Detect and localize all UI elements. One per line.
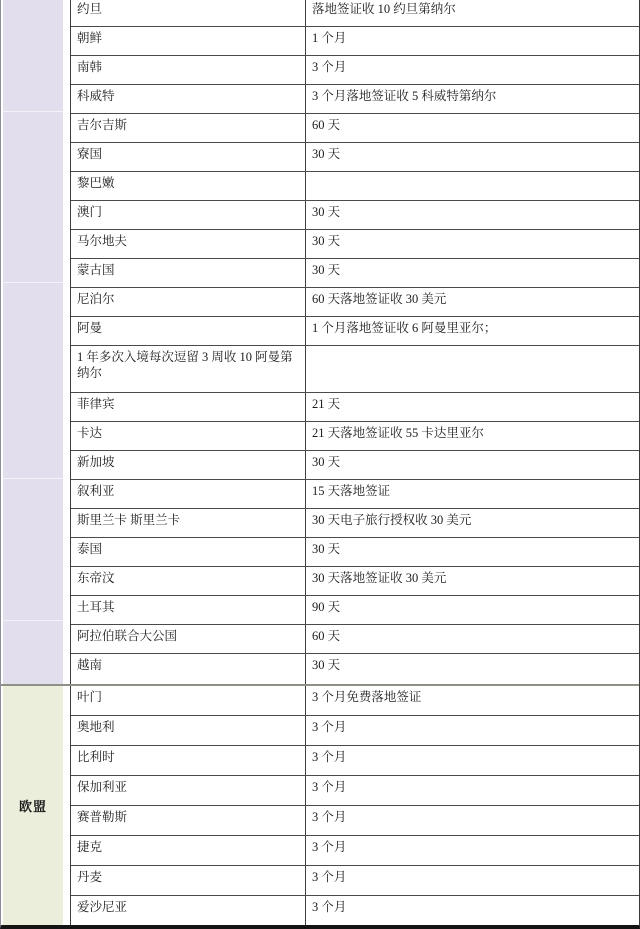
- info-cell: 60 天: [312, 118, 341, 132]
- country-cell: 南韩: [71, 56, 306, 84]
- info-cell: 30 天电子旅行授权收 30 美元: [312, 513, 472, 527]
- group-column: [1, 686, 71, 925]
- country-cell: 马尔地夫: [71, 230, 306, 258]
- country-cell: 吉尔吉斯: [71, 114, 306, 142]
- table-row: [71, 686, 639, 716]
- table-row: [71, 746, 639, 776]
- table-row: [71, 422, 639, 451]
- table-row: [71, 716, 639, 746]
- rows-container: [71, 686, 639, 925]
- table-row: [71, 538, 639, 567]
- table-row: [71, 480, 639, 509]
- info-cell: [306, 172, 639, 200]
- country-cell: 叶门: [71, 686, 306, 715]
- table-row: [71, 172, 639, 201]
- table-row: [71, 346, 639, 393]
- country-cell: 丹麦: [71, 866, 306, 895]
- table-row: [71, 259, 639, 288]
- table-row: [71, 596, 639, 625]
- country-cell: 斯里兰卡 斯里兰卡: [71, 509, 306, 537]
- info-cell: 21 天落地签证收 55 卡达里亚尔: [312, 426, 484, 440]
- country-cell: 约旦: [71, 0, 306, 26]
- info-cell: 1 个月落地签证收 6 阿曼里亚尔；: [312, 321, 497, 335]
- info-cell: 3 个月: [312, 720, 347, 734]
- info-cell: 3 个月: [312, 870, 347, 884]
- info-cell: 3 个月: [312, 900, 347, 914]
- info-cell: 30 天: [312, 147, 341, 161]
- country-cell: 尼泊尔: [71, 288, 306, 316]
- table-row: [71, 114, 639, 143]
- table-row: [71, 776, 639, 806]
- table-row: [71, 27, 639, 56]
- info-cell: 60 天: [312, 629, 341, 643]
- info-cell: 3 个月: [312, 750, 347, 764]
- country-cell: 黎巴嫩: [71, 172, 306, 200]
- table-row: [71, 451, 639, 480]
- country-cell: 保加利亚: [71, 776, 306, 805]
- table-row: [71, 0, 639, 27]
- table-row: [71, 230, 639, 259]
- table-row: [71, 85, 639, 114]
- table-row: [71, 317, 639, 346]
- country-cell: 比利时: [71, 746, 306, 775]
- country-cell: 捷克: [71, 836, 306, 865]
- country-cell: 奥地利: [71, 716, 306, 745]
- table-row: [71, 836, 639, 866]
- info-cell: 3 个月免费落地签证: [312, 690, 422, 704]
- group-label: 欧盟: [18, 799, 47, 814]
- country-cell: 朝鲜: [71, 27, 306, 55]
- country-cell: 泰国: [71, 538, 306, 566]
- info-cell: [306, 346, 639, 392]
- table-row: [71, 393, 639, 422]
- country-cell: 科威特: [71, 85, 306, 113]
- table-row: [71, 143, 639, 172]
- info-cell: 30 天落地签证收 30 美元: [312, 571, 447, 585]
- country-cell: 爱沙尼亚: [71, 896, 306, 925]
- info-cell: 30 天: [312, 455, 341, 469]
- country-cell: 蒙古国: [71, 259, 306, 287]
- table-row: [71, 625, 639, 654]
- table-row: [71, 56, 639, 85]
- group-fill: [3, 686, 63, 925]
- country-cell: 阿拉伯联合大公国: [71, 625, 306, 653]
- country-cell: 菲律宾: [71, 393, 306, 421]
- info-cell: 落地签证收 10 约旦第纳尔: [312, 2, 456, 16]
- country-cell: 越南: [71, 654, 306, 684]
- country-cell: 阿曼: [71, 317, 306, 345]
- group-fill: [3, 0, 63, 684]
- info-cell: 3 个月: [312, 780, 347, 794]
- table-row: [71, 201, 639, 230]
- info-cell: 1 个月: [312, 31, 347, 45]
- table-row: [71, 509, 639, 538]
- rows-container: [71, 0, 639, 684]
- info-cell: 21 天: [312, 397, 341, 411]
- table-row: [71, 654, 639, 684]
- table-row: [71, 806, 639, 836]
- table-row: [71, 288, 639, 317]
- table-row: [71, 567, 639, 596]
- info-cell: 30 天: [312, 205, 341, 219]
- info-cell: 30 天: [312, 542, 341, 556]
- info-cell: 3 个月落地签证收 5 科威特第纳尔: [312, 89, 497, 103]
- country-cell: 东帝汶: [71, 567, 306, 595]
- table-row: [71, 896, 639, 925]
- country-cell: 寮国: [71, 143, 306, 171]
- country-cell: 土耳其: [71, 596, 306, 624]
- country-cell: 1 年多次入境每次逗留 3 周收 10 阿曼第纳尔: [71, 346, 306, 392]
- info-cell: 30 天: [312, 658, 341, 672]
- group-column: [1, 0, 71, 684]
- table-group-eu: [1, 684, 639, 925]
- info-cell: 3 个月: [312, 810, 347, 824]
- country-cell: 叙利亚: [71, 480, 306, 508]
- info-cell: 90 天: [312, 600, 341, 614]
- country-cell: 赛普勒斯: [71, 806, 306, 835]
- table-group-asia: [1, 0, 639, 684]
- info-cell: 60 天落地签证收 30 美元: [312, 292, 447, 306]
- info-cell: 3 个月: [312, 840, 347, 854]
- info-cell: 3 个月: [312, 60, 347, 74]
- info-cell: 30 天: [312, 263, 341, 277]
- country-cell: 卡达: [71, 422, 306, 450]
- country-cell: 新加坡: [71, 451, 306, 479]
- country-cell: 澳门: [71, 201, 306, 229]
- info-cell: 15 天落地签证: [312, 484, 391, 498]
- info-cell: 30 天: [312, 234, 341, 248]
- table-row: [71, 866, 639, 896]
